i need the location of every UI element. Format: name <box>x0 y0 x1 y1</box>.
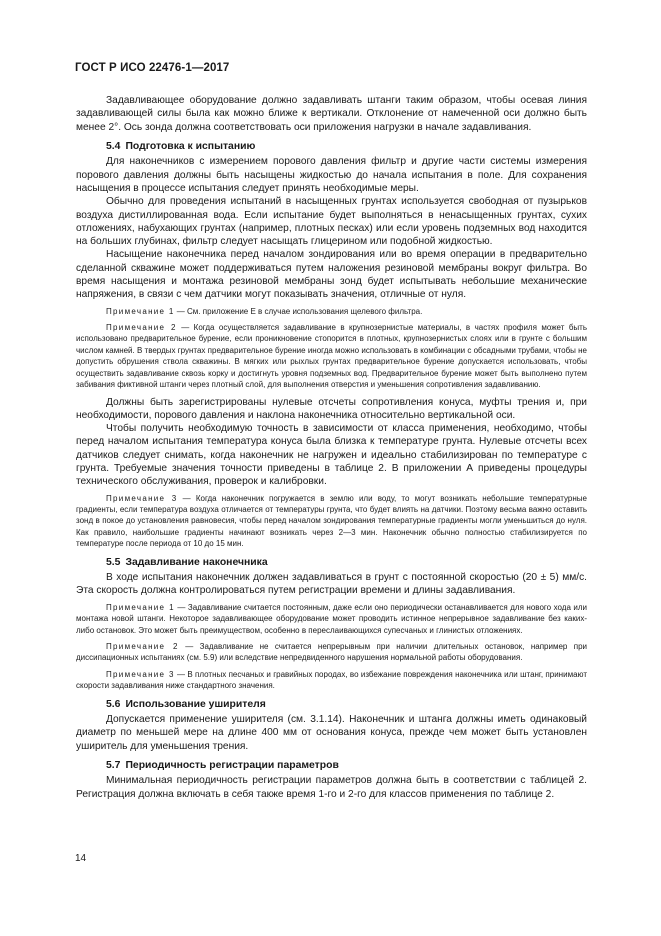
note-text: — Задавливание не считается непрерывным при наличии длительных остановок, например при диссипационных испытаниях (см. 5.9) или вследствие непредвиденного нарушения нормальной работы оборудования. <box>76 641 588 663</box>
section-title: Периодичность регистрации параметров <box>125 759 339 771</box>
paragraph: Обычно для проведения испытаний в насыщенных грунтах используется свободная от пузырьков воздуха дистиллированная вода. Если испытание будет выполняться в ненасыщенных грунтах, сухих отложениях, набухающих грунтах (например, плотных песках) или если уровень подземных вод находится на больших глубинах, фильтр следует насыщать глицерином или подобной жидкостью. <box>76 196 587 248</box>
note <box>76 306 587 317</box>
paragraph: Для наконечников с измерением порового давления фильтр и другие части системы измерения порового давления должны быть насыщены жидкостью до начала испытания в поле. Для сохранения насыщения в процессе испытания следует принять необходимые меры. <box>76 156 587 194</box>
section-title: Подготовка к испытанию <box>125 140 256 152</box>
section-heading-5-6 <box>76 698 587 712</box>
note-label: Примечание 1 <box>106 602 175 612</box>
section-heading-5-5 <box>76 556 587 570</box>
note <box>76 669 587 692</box>
paragraph: Чтобы получить необходимую точность в зависимости от класса применения, необходимо, чтобы перед началом испытания температура конуса была близка к температуре грунта. Нулевые отсчеты всех датчиков следует снимать, когда наконечник не нагружен и идеально стабилизирован по температуре с грунта. Требуемые значения точности приведены в таблице 2. В приложении А приведены процедуры технического обслуживания, проверок и калибровки. <box>76 423 587 488</box>
note-label: Примечание 3 <box>106 669 175 679</box>
note-text: — Задавливание считается постоянным, даже если оно периодически останавливается для нового хода или монтажа новой штанги. Некоторое задавливающее оборудование может проводить истинное непрерывное задавливание без каких-либо остановок. Это может быть преимуществом, особенно в переслаивающихся супесчаных и глинистых отложениях. <box>76 602 588 635</box>
section-title: Использование уширителя <box>125 698 266 710</box>
note <box>76 322 587 390</box>
note-label: Примечание 2 <box>106 641 179 651</box>
paragraph: Минимальная периодичность регистрации параметров должна быть в соответствии с таблицей 2. Регистрация должна включать в себя также время 1-го и 2-го для классов применения по таблице 2. <box>76 775 587 800</box>
paragraph: Должны быть зарегистрированы нулевые отсчеты сопротивления конуса, муфты трения и, при необходимости, порового давления и наклона наконечника относительно вертикальной оси. <box>76 396 587 421</box>
note <box>76 602 587 636</box>
section-number: 5.6 <box>106 698 121 710</box>
paragraph: В ходе испытания наконечник должен задавливаться в грунт с постоянной скоростью (20 ± 5) мм/с. Эта скорость должна контролироваться путем регистрации времени и длины задавливания. <box>76 572 587 597</box>
section-heading-5-4 <box>76 140 587 154</box>
page-number: 14 <box>75 853 87 864</box>
section-number: 5.7 <box>106 759 121 771</box>
paragraph: Насыщение наконечника перед началом зондирования или во время операции в предварительно сделанной скважине может поддерживаться путем наложения резиновой мембраны вокруг фильтра. Во время насыщения и монтажа резиновой мембраны зонд будет испытывать небольшие механические напряжения, в связи с чем датчики могут показывать значения, отличные от нуля. <box>76 249 587 301</box>
note-label: Примечание 3 <box>106 493 178 503</box>
paragraph: Допускается применение уширителя (см. 3.1.14). Наконечник и штанга должны иметь одинаковый диаметр по меньшей мере на длине 400 мм от основания конуса, прежде чем может быть установлен уширитель для уменьшения трения. <box>76 714 587 752</box>
note <box>76 641 587 664</box>
note-text: — Когда осуществляется задавливание в крупнозернистые материалы, в частях профиля может быть использовано предварительное бурение, если проникновение стопорится в плотных, крупнозернистых слоях или в грунте с большим числом камней. В твердых грунтах предварительное бурение иногда можно использовать в комбинации с обсадными трубами, чтобы не допустить обрушения ствола скважины. В мягких или рыхлых грунтах предварительное бурение допускается использовать, чтобы осуществить задавливание сквозь корку и достигнуть уровня подземных вод. Предварительное бурение может быть выполнено путем забивания фиктивной штанги через плотный слой, для выполнения отверстия и уменьшения сопротивления задавливанию. <box>76 323 588 390</box>
note-text: — См. приложение E в случае использования щелевого фильтра. <box>174 306 423 316</box>
note-text: — Когда наконечник погружается в землю или воду, то могут возникать небольшие температурные градиенты, если температура воздуха отличается от температуры грунта, что будет влиять на датчики. Поэтому весьма важно оставить зонд в покое до установления равновесия, чтобы перед началом зондирования температурные градиенты могли уменьшиться до нуля. Как правило, наибольшие градиенты начинают возникать через 2—3 мин. Наконечник обычно полностью стабилизируется по температуре после периода от 10 до 15 мин. <box>76 493 588 549</box>
section-heading-5-7 <box>76 759 587 773</box>
paragraph: Задавливающее оборудование должно задавливать штанги таким образом, чтобы осевая линия задавливающей силы была как можно ближе к вертикали. Отклонение от намеченной оси должно быть менее 2°. Ось зонда должна соответствовать оси приложения нагрузки в начале задавливания. <box>76 95 587 133</box>
note-label: Примечание 1 <box>106 306 175 316</box>
note <box>76 493 587 550</box>
section-number: 5.4 <box>106 140 121 152</box>
note-label: Примечание 2 <box>106 323 177 333</box>
section-title: Задавливание наконечника <box>125 556 268 568</box>
document-header: ГОСТ Р ИСО 22476-1—2017 <box>75 62 230 74</box>
section-number: 5.5 <box>106 556 121 568</box>
document-body <box>76 94 587 801</box>
note-text: — В плотных песчаных и гравийных породах, во избежание повреждения наконечника или штанг, принимают скорости задавливания ниже стандартного значения. <box>76 669 588 691</box>
